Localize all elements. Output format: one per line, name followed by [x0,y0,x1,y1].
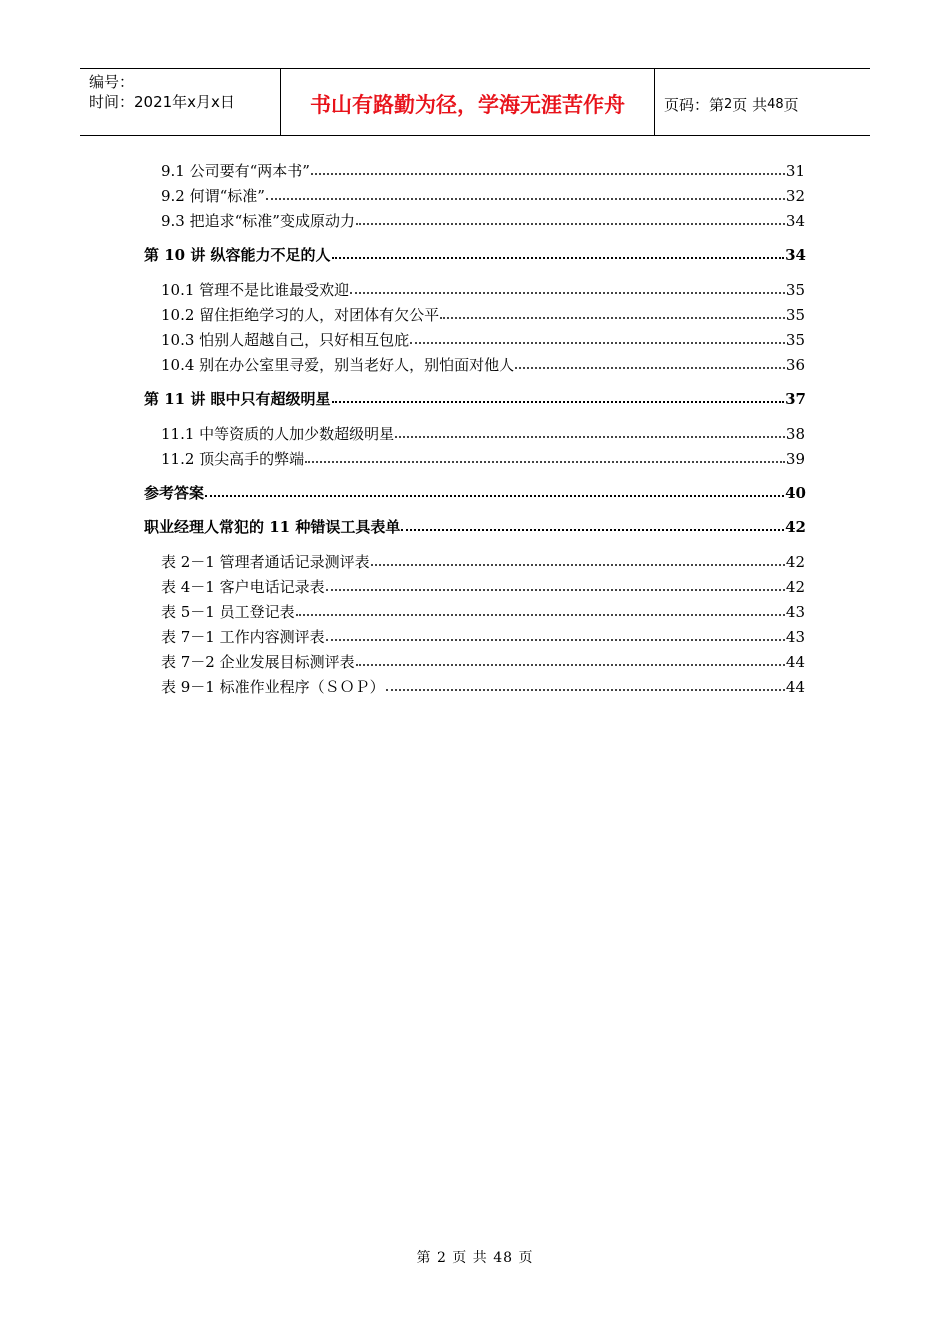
toc-section-entry[interactable] [144,388,806,410]
toc-section-entry[interactable] [144,244,806,266]
toc-entry[interactable] [161,185,805,207]
toc-dot-leader [515,367,785,369]
header-info-cell [80,69,281,135]
toc-entry-page: 32 [785,187,805,205]
toc-dot-leader [350,292,785,294]
toc-entry[interactable] [161,576,805,598]
toc-entry-page: 35 [785,306,805,324]
toc-entry-page: 34 [785,246,806,264]
toc-entry-title: 10.3 怕别人超越自己，只好相互包庇 [161,331,410,349]
toc-dot-leader [371,564,785,566]
toc-entry[interactable] [161,304,805,326]
page-footer: 第 2 页 共 48 页 [416,1250,534,1266]
toc-entry-title: 职业经理人常犯的 11 种错误工具表单 [144,518,401,536]
page-total: 48 [767,96,784,112]
time-label: 时间：2021年x月x日 [89,93,235,111]
toc-dot-leader [332,257,785,259]
toc-entry-title: 参考答案 [144,484,205,502]
toc-entry[interactable] [161,626,805,648]
toc-entry-title: 11.2 顶尖高手的弊端 [161,450,305,468]
toc-entry-title: 表 5－1 员工登记表 [161,603,295,621]
toc-entry-title: 11.1 中等资质的人加少数超级明星 [161,425,395,443]
toc-entry-title: 表 9－1 标准作业程序（ＳＯＰ） [161,678,385,696]
page-header [80,68,870,136]
toc-section-entry[interactable] [144,516,806,538]
toc-dot-leader [311,173,785,175]
toc-entry[interactable] [161,160,805,182]
toc-entry-page: 37 [785,390,806,408]
toc-entry-page: 42 [785,518,806,536]
toc-dot-leader [386,689,785,691]
toc-dot-leader [356,223,785,225]
toc-dot-leader [326,639,785,641]
header-page-info [655,69,870,135]
toc-entry[interactable] [161,651,805,673]
toc-entry-title: 10.1 管理不是比谁最受欢迎 [161,281,350,299]
toc-entry-title: 表 2－1 管理者通话记录测评表 [161,553,370,571]
toc-entry[interactable] [161,448,805,470]
toc-dot-leader [296,614,785,616]
toc-dot-leader [440,317,785,319]
toc-entry-page: 35 [785,281,805,299]
toc-dot-leader [305,461,785,463]
toc-entry-page: 42 [785,553,805,571]
page-prefix: 页码：第 [664,95,725,114]
toc-entry-page: 34 [785,212,805,230]
toc-entry-page: 39 [785,450,805,468]
toc-entry-page: 43 [785,603,805,621]
toc-entry[interactable] [161,423,805,445]
toc-entry-page: 38 [785,425,805,443]
toc-dot-leader [410,342,785,344]
toc-entry[interactable] [161,601,805,623]
toc-dot-leader [401,529,784,531]
page-suffix: 页 [783,95,799,114]
toc-entry[interactable] [161,279,805,301]
toc-entry-page: 43 [785,628,805,646]
page-number: 2 [724,96,733,112]
toc-dot-leader [395,436,785,438]
toc-entry[interactable] [161,354,805,376]
code-label: 编号： [89,73,135,91]
toc-entry[interactable] [161,210,805,232]
toc-entry[interactable] [161,329,805,351]
toc-dot-leader [356,664,785,666]
toc-section-entry[interactable] [144,482,806,504]
toc-dot-leader [266,198,785,200]
toc-entry-page: 35 [785,331,805,349]
toc-entry-page: 31 [785,162,805,180]
toc-dot-leader [205,495,784,497]
toc-entry-title: 9.1 公司要有“两本书” [161,162,310,180]
toc-dot-leader [332,401,785,403]
toc-entry-title: 10.2 留住拒绝学习的人，对团体有欠公平 [161,306,440,324]
toc-entry-title: 表 4－1 客户电话记录表 [161,578,325,596]
toc-entry-page: 40 [785,484,806,502]
toc-entry-title: 第 11 讲 眼中只有超级明星 [144,390,331,408]
toc-dot-leader [326,589,785,591]
toc-entry-title: 9.3 把追求“标准”变成原动力 [161,212,355,230]
toc-entry-page: 36 [785,356,805,374]
toc-entry-page: 42 [785,578,805,596]
toc-entry-title: 第 10 讲 纵容能力不足的人 [144,246,331,264]
toc-entry-title: 表 7－2 企业发展目标测评表 [161,653,355,671]
page-mid: 页 共 [732,95,768,114]
toc-entry[interactable] [161,676,805,698]
toc-entry-page: 44 [785,653,805,671]
header-motto: 书山有路勤为径，学海无涯苦作舟 [281,69,655,135]
toc-entry[interactable] [161,551,805,573]
toc-entry-title: 9.2 何谓“标准” [161,187,265,205]
toc-entry-page: 44 [785,678,805,696]
toc-entry-title: 表 7－1 工作内容测评表 [161,628,325,646]
toc-entry-title: 10.4 别在办公室里寻爱，别当老好人，别怕面对他人 [161,356,515,374]
